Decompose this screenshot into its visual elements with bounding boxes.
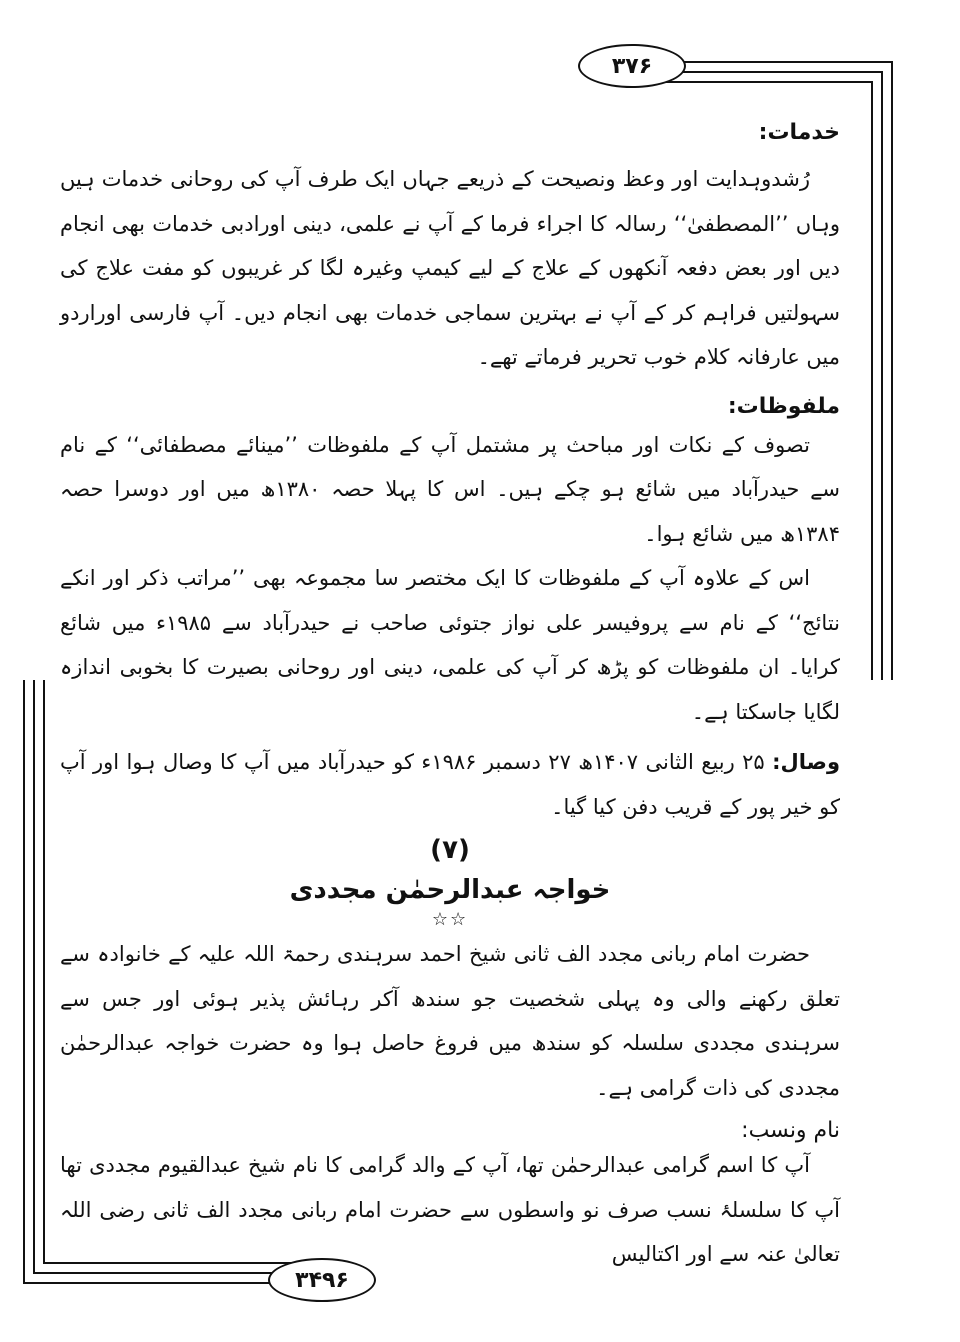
section-number: (۷) — [430, 835, 470, 865]
nasab-paragraph: آپ کا اسم گرامی عبدالرحمٰن تھا، آپ کے والد گرامی کا نام شیخ عبدالقیوم مجددی تھا آپ کا سلسلۂ نسب صرف نو واسطوں سے حضرت امام ربانی مجدد الف ثانی رضی اللہ تعالیٰ عنہ سے اور اکتالیس — [60, 1153, 840, 1266]
bottom-page-number-text: ۳۴۹۶ — [295, 1267, 349, 1293]
wisal-text: ۲۵ ربیع الثانی ۱۴۰۷ھ ۲۷ دسمبر ۱۹۸۶ء کو حیدرآباد میں آپ کا وصال ہوا اور آپ کو خیر پور کے قریب دفن کیا گیا۔ — [60, 750, 840, 819]
top-page-number — [578, 44, 686, 88]
wisal-paragraph — [60, 740, 840, 829]
khidmat-paragraph: رُشدوہدایت اور وعظ ونصیحت کے ذریعے جہاں ایک طرف آپ کی روحانی خدمات ہیں وہاں ’’المصطفیٰ‘‘ رسالہ کا اجراء فرما کے آپ نے علمی، دینی اورادبی خدمات بھی انجام دیں اور بعض دفعہ آنکھوں کے علاج کے لیے کیمپ وغیرہ لگا کر غریبوں کو مفت علاج کی سہولتیں فراہم کر کے آپ نے بہترین سماجی خدمات بھی انجام دیں۔ آپ فارسی اوراردو میں عارفانہ کلام خوب تحریر فرماتے تھے۔ — [60, 167, 840, 369]
section-title: خواجہ عبدالرحمٰن مجددی — [289, 875, 611, 905]
top-page-number-text: ۳۷۶ — [611, 53, 653, 79]
wisal-label: وصال: — [772, 750, 840, 774]
stars-decoration: ☆☆ — [431, 909, 469, 930]
page-body — [60, 120, 840, 1277]
nasab-heading: نام ونسب: — [741, 1118, 840, 1143]
khidmat-heading: خدمات: — [758, 120, 840, 145]
intro-paragraph: حضرت امام ربانی مجدد الف ثانی شیخ احمد سرہندی رحمۃ اللہ علیہ کے خانوادہ سے تعلق رکھنے والی وہ پہلی شخصیت جو سندھ آکر رہائش پذیر ہوئی اور جس سے سرہندی مجددی سلسلہ کو سندھ میں فروغ حاصل ہوا وہ حضرت خواجہ عبدالرحمٰن مجددی کی ذات گرامی ہے۔ — [60, 942, 840, 1100]
malfoozat-paragraph-1: تصوف کے نکات اور مباحث پر مشتمل آپ کے ملفوظات ’’مینائے مصطفائی‘‘ کے نام سے حیدرآباد میں شائع ہو چکے ہیں۔ اس کا پہلا حصہ ۱۳۸۰ھ میں اور دوسرا حصہ ۱۳۸۴ھ میں شائع ہوا۔ — [60, 432, 841, 546]
malfoozat-heading: ملفوظات: — [727, 393, 840, 419]
malfoozat-paragraph-2: اس کے علاوہ آپ کے ملفوظات کا ایک مختصر سا مجموعہ بھی ’’مراتب ذکر اور انکے نتائج‘‘ کے نام سے پروفیسر علی نواز جتوئی صاحب نے حیدرآباد سے ۱۹۸۵ء میں شائع کرایا۔ ان ملفوظات کو پڑھ کر آپ کی علمی، دینی اور روحانی بصیرت کا بخوبی اندازہ لگایا جاسکتا ہے۔ — [60, 566, 840, 724]
